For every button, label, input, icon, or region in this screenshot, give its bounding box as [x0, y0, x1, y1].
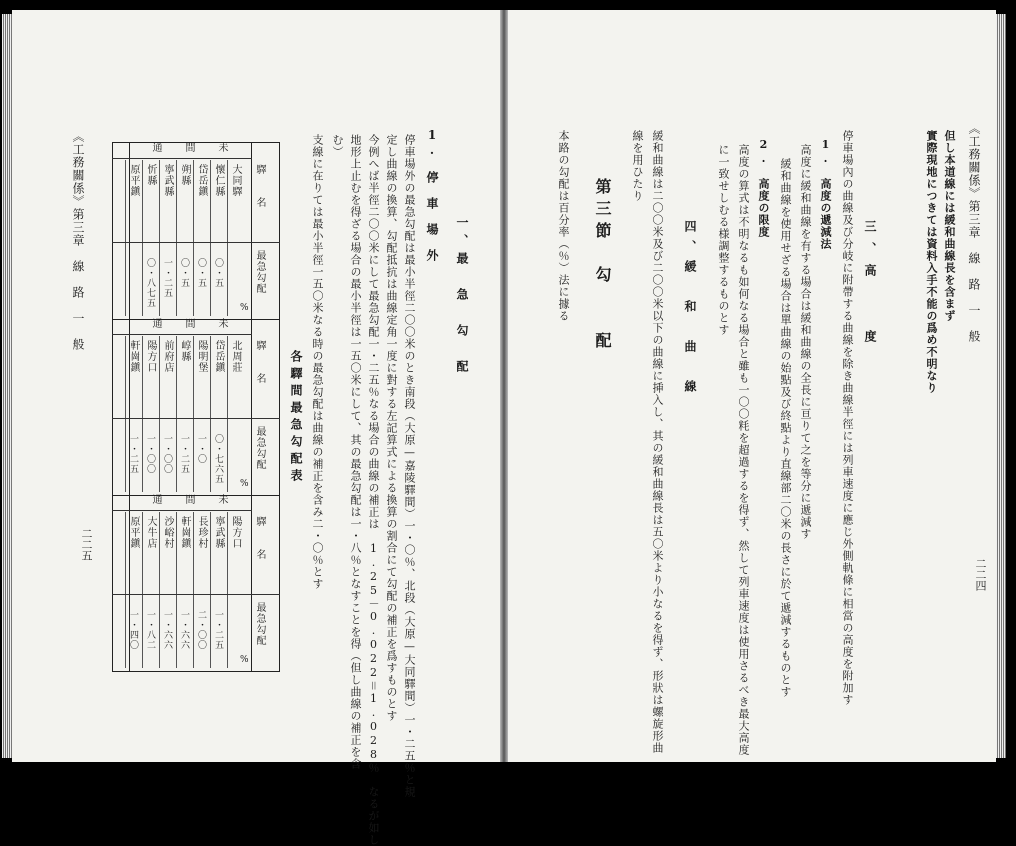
- table-col-rule: [125, 336, 126, 492]
- table-section-header: 通 間 未: [152, 143, 230, 154]
- section-heading: 一、最 急 勾 配: [455, 216, 469, 378]
- table-section-header: 通 間 未: [152, 319, 230, 330]
- table-grade-value: 一・二五: [162, 258, 172, 298]
- text-line: 線を用ひたり: [631, 130, 644, 202]
- table-grade-value: 〇・五: [196, 258, 206, 288]
- table-station: 軒崗鎭: [128, 340, 139, 373]
- table-col-grade-label: 最急勾配: [254, 426, 265, 470]
- table-grade-value: 二・〇〇: [196, 610, 206, 650]
- table-row-rule: [112, 418, 280, 419]
- table-row-rule: [112, 334, 252, 335]
- table-unit: %: [240, 303, 250, 313]
- table-col-rule: [193, 336, 194, 492]
- table-col-station-label: 驛 名: [254, 164, 265, 208]
- table-col-grade-label: 最急勾配: [254, 602, 265, 646]
- table-grade-value: 一・六六: [162, 610, 172, 650]
- table-col-grade-label: 最急勾配: [254, 250, 265, 294]
- table-grade-value: 一・〇〇: [145, 434, 155, 474]
- text-line: 停車場外の最急勾配は最小半徑二〇〇米のとき南段（大原—嘉陵驛間）一・〇％、北段（大原—大同驛間）一・二五％と規: [403, 134, 416, 798]
- table-col-rule: [176, 336, 177, 492]
- section-heading: 三、高 度: [863, 220, 877, 352]
- text-line: 緩和曲線は二〇〇米及び二〇〇米以下の曲線に挿入し、其の緩和曲線長は五〇米より小なるを得ず、形狀は螺旋形曲: [651, 130, 664, 754]
- table-grade-value: 一・八二: [145, 610, 155, 650]
- table-row-rule: [112, 242, 280, 243]
- table-col-rule: [210, 336, 211, 492]
- subsection-heading: 1. 停 車 場 外: [425, 128, 439, 262]
- table-station: 岱岳鎭: [213, 340, 224, 373]
- table-grade-value: 一・二五: [128, 434, 138, 474]
- page-number-left: 二二五: [80, 528, 93, 561]
- table-grade-value: 〇・五: [179, 258, 189, 288]
- table-station: 原平鎭: [128, 164, 139, 197]
- text-line: 實際現地につきては資料入手不能の爲め不明なり: [925, 130, 938, 394]
- page-edge-left: [2, 14, 12, 758]
- table-station: 沙峪村: [162, 516, 173, 549]
- table-station: 北周莊: [230, 340, 241, 373]
- table-col-rule: [159, 160, 160, 316]
- table-col-rule: [125, 512, 126, 668]
- table-station: 陽方口: [145, 340, 156, 373]
- text-line: 高度に緩和曲線を有する場合は緩和曲線の全長に亘りて之を等分に遞減す: [799, 144, 812, 540]
- text-line: 本路の勾配は百分率（％）法に據る: [557, 130, 570, 322]
- table-station: 朔縣: [179, 164, 190, 186]
- table-station: 寧武縣: [213, 516, 224, 549]
- text-line: 停車場內の曲線及び分岐に附帶する曲線を除き曲線半徑には列車速度に應じ外側軌條に相當の高度を附加す: [841, 130, 854, 706]
- text-line: 但し本道線には緩和曲線長を含まず: [943, 130, 956, 322]
- table-station: 陽方口: [230, 516, 241, 549]
- table-grade-value: 一・四〇: [128, 610, 138, 650]
- table-station: 寧武縣: [162, 164, 173, 197]
- table-unit: %: [240, 479, 250, 489]
- table-row-rule: [112, 594, 280, 595]
- table-station: 陽明堡: [196, 340, 207, 373]
- table-station: 岱岳鎭: [196, 164, 207, 197]
- table-grade-value: 〇・八七五: [145, 258, 155, 308]
- table-grade-value: 一・二五: [213, 610, 223, 650]
- table-col-rule: [227, 336, 228, 492]
- table-col-station-label: 驛 名: [254, 516, 265, 560]
- table-col-rule: [176, 512, 177, 668]
- text-line: 高度の算式は不明なるも如何なる場合と雖も一〇〇粍を超過するを得ず、然して列車速度は使用さるべき最大高度: [737, 144, 750, 756]
- text-line: 支線に在りては最小半徑一五〇米なる時の最急勾配は曲線の補正を含み二・〇％とす: [311, 134, 324, 590]
- text-line: 定し曲線の換算、勾配抵抗は曲線定角一度に對する左記算式による換算の割合にて勾配の補正を爲すものとす: [385, 134, 398, 722]
- table-col-rule: [210, 512, 211, 668]
- table-col-station-label: 驛 名: [254, 340, 265, 384]
- table-title: 各驛間最急勾配表: [289, 350, 303, 486]
- text-line: に一致せしむる様調整するものとす: [717, 144, 730, 336]
- running-header-right: 《工務關係》第三章 線 路 一 般: [967, 122, 981, 343]
- page-edge-right: [996, 14, 1006, 758]
- table-col-rule: [193, 160, 194, 316]
- table-col-rule: [210, 160, 211, 316]
- table-col-rule: [142, 336, 143, 492]
- table-section-header: 通 間 未: [152, 495, 230, 506]
- table-col-rule: [227, 512, 228, 668]
- table-station: 長珍村: [196, 516, 207, 549]
- text-line: む）: [331, 134, 344, 158]
- table-grade-value: 一・〇: [196, 434, 206, 464]
- table-col-rule: [193, 512, 194, 668]
- running-header-left: 《工務關係》第三章 線 路 一 般: [71, 130, 85, 351]
- table-col-rule: [227, 160, 228, 316]
- table-grade-value: 一・二五: [179, 434, 189, 474]
- table-station: 崞縣: [179, 340, 190, 362]
- table-row-rule: [112, 158, 252, 159]
- book-spine: [500, 10, 508, 762]
- subsection-heading: 1. 高度の遞減法: [819, 138, 832, 250]
- text-line: 地形上止むを得ざる場合の最小半徑は一五〇米にして、其の最急勾配は一・八％となすことを得（但し曲線の補正を含: [349, 134, 362, 770]
- table-station: 懷仁縣: [213, 164, 224, 197]
- table-col-rule: [125, 160, 126, 316]
- table-station: 忻縣: [145, 164, 156, 186]
- table-unit: %: [240, 655, 250, 665]
- table-grade-value: 一・六六: [179, 610, 189, 650]
- table-col-rule: [159, 512, 160, 668]
- table-station: 軒崗鎭: [179, 516, 190, 549]
- table-grade-value: 〇・七六五: [213, 434, 223, 484]
- table-station: 大牛店: [145, 516, 156, 549]
- text-line: 今例へば半徑二〇〇米にして最急勾配一・二五％なる場合の曲線の補正は 1.25－0.022＝1.028％ なるが如し: [367, 134, 380, 846]
- table-row-rule: [112, 510, 252, 511]
- table-station: 前府店: [162, 340, 173, 373]
- table-col-rule: [142, 160, 143, 316]
- left-page: [12, 10, 500, 846]
- table-col-rule: [176, 160, 177, 316]
- steepest-grade-table: [112, 142, 280, 672]
- right-page: [508, 10, 996, 762]
- table-grade-value: 〇・五: [213, 258, 223, 288]
- page-number-right: 二二四: [974, 558, 987, 591]
- chapter-section-title: 第三節 勾 配: [593, 178, 612, 354]
- table-station: 大同驛: [230, 164, 241, 197]
- text-line: 緩和曲線を使用せざる場合は單曲線の始點及び終點より直線部二〇米の長さに於て遞減するものとす: [779, 158, 792, 698]
- table-grade-value: 一・〇〇: [162, 434, 172, 474]
- subsection-heading: 2. 高度の限度: [757, 138, 770, 238]
- table-col-rule: [159, 336, 160, 492]
- table-station: 原平鎭: [128, 516, 139, 549]
- section-heading: 四、緩 和 曲 線: [683, 220, 697, 400]
- table-col-rule: [142, 512, 143, 668]
